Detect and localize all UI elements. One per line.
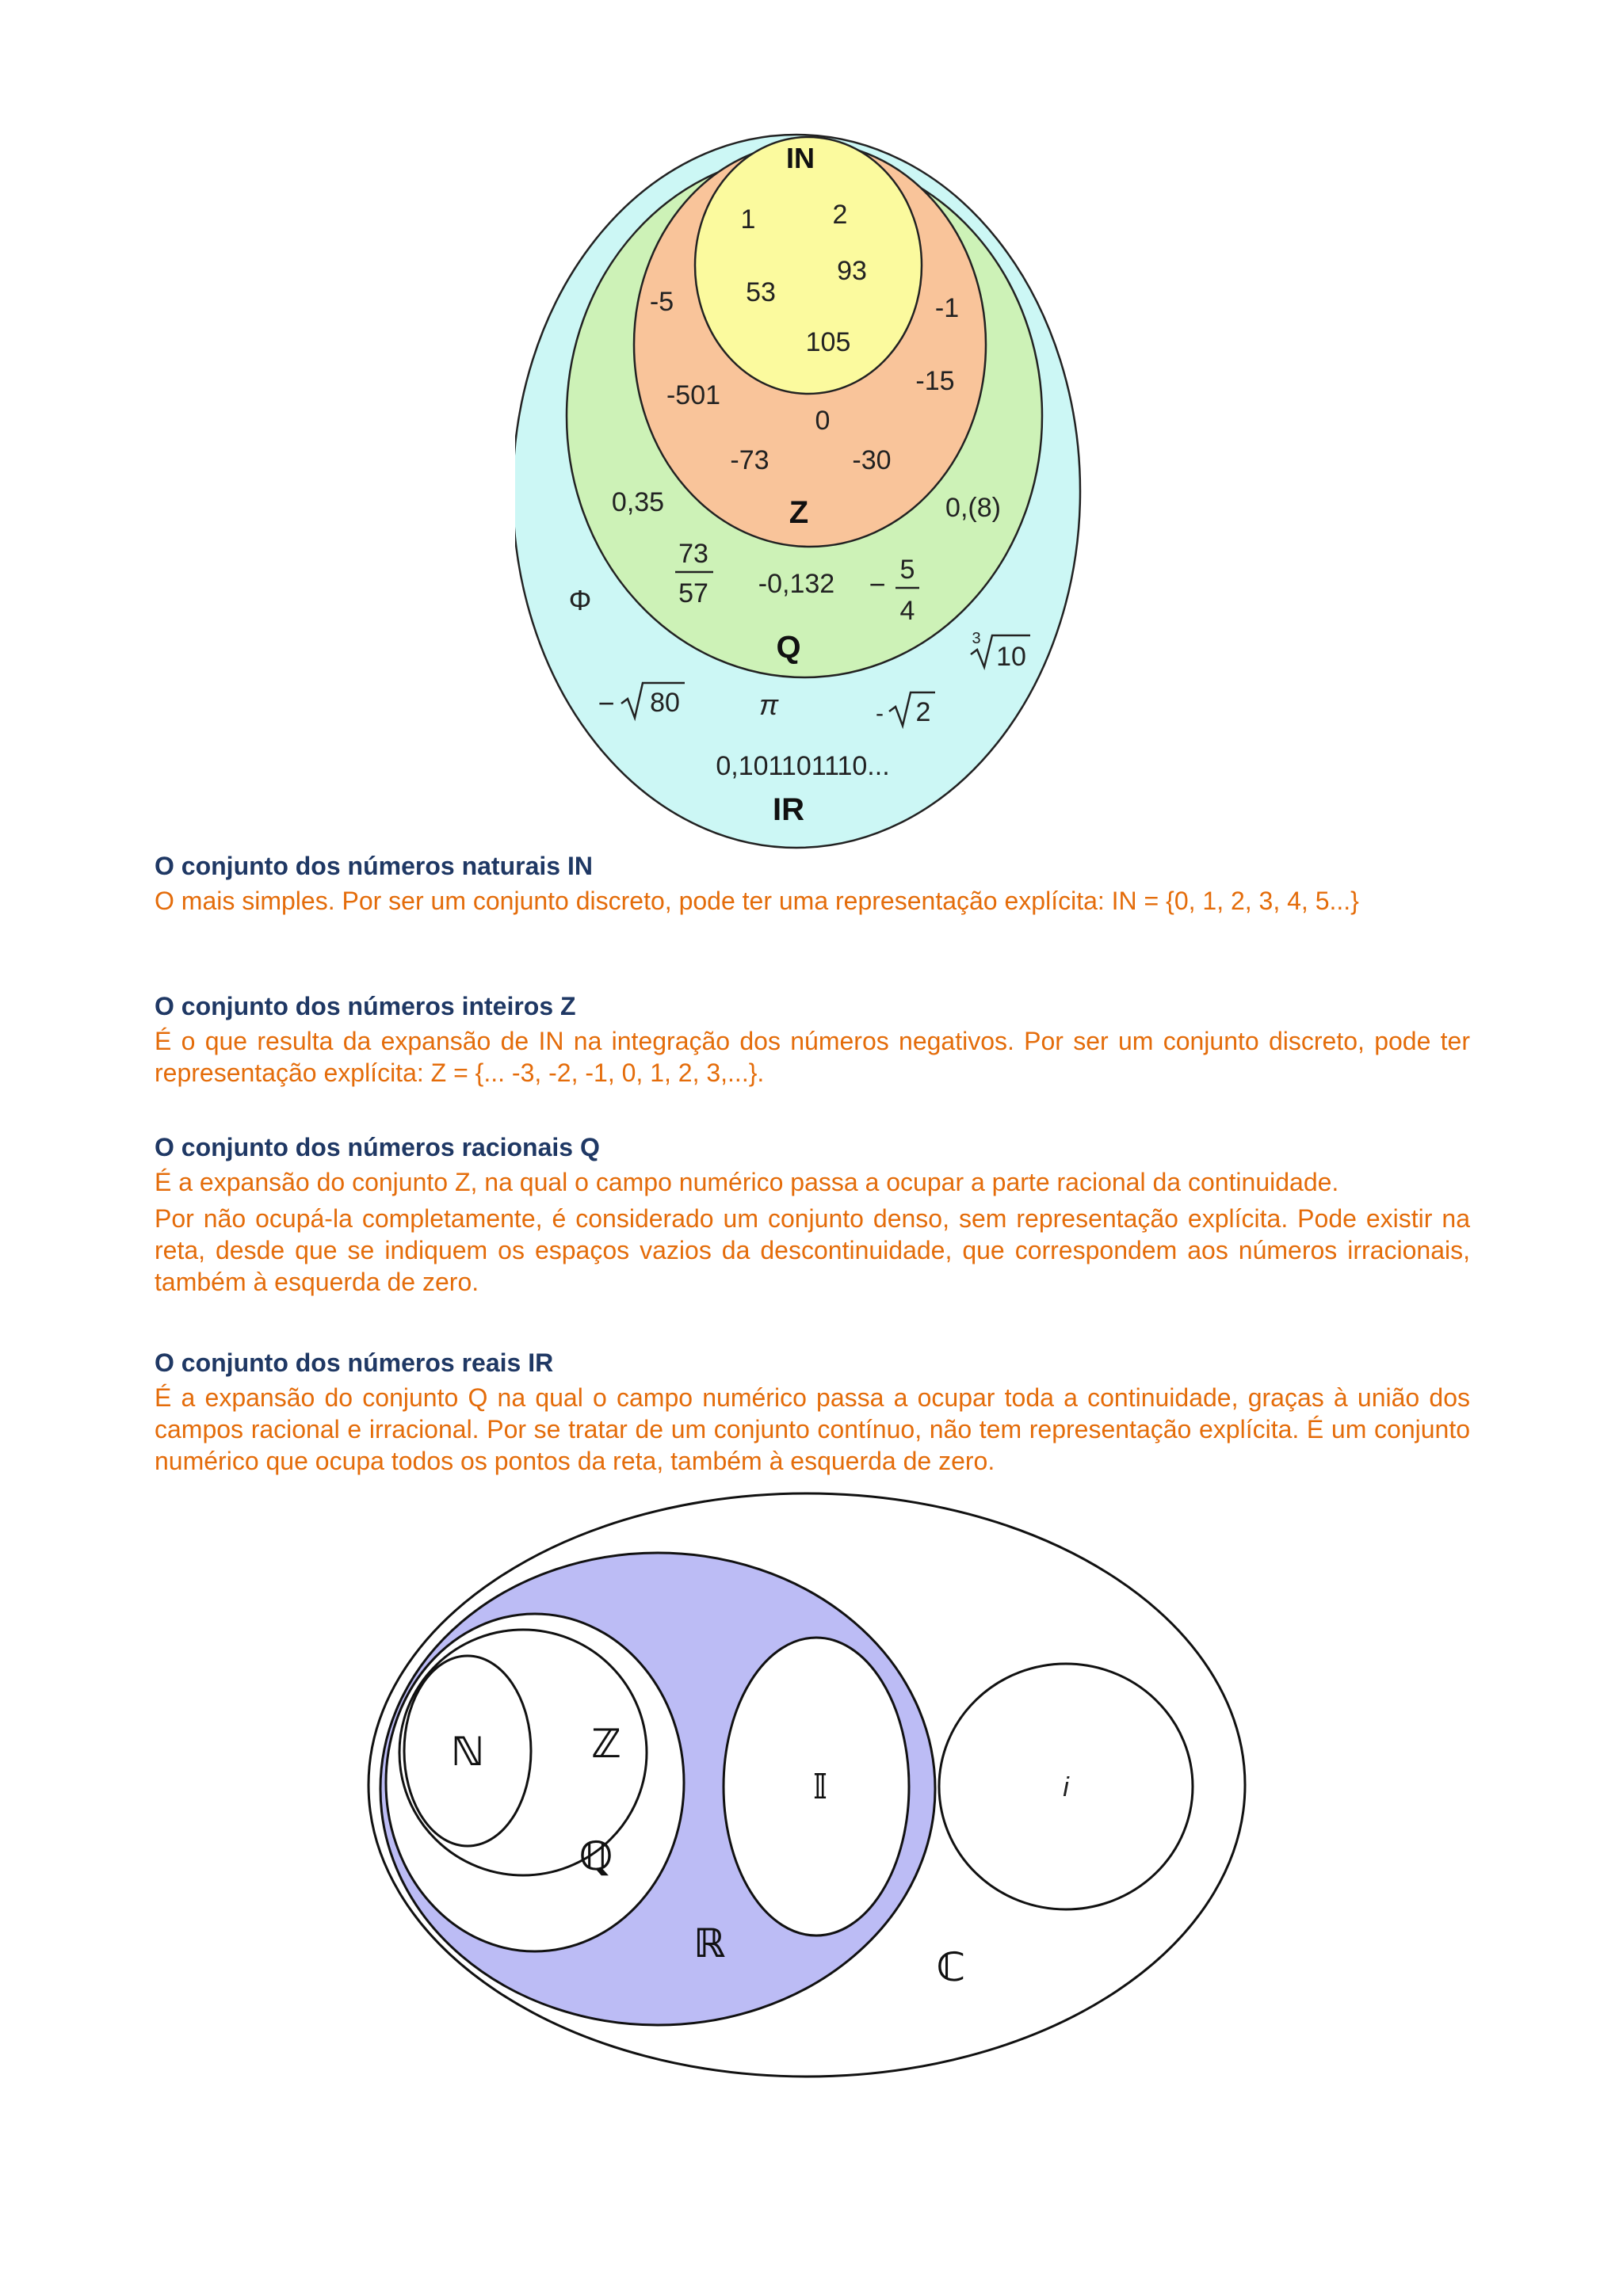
fraction-sign: − — [869, 568, 886, 601]
fraction-denominator: 4 — [899, 596, 915, 626]
set-z-label: ℤ — [591, 1722, 621, 1766]
set-r-label: ℝ — [693, 1921, 726, 1966]
irrational-decimal: 0,101101110... — [716, 751, 890, 781]
fraction-numerator: 73 — [678, 539, 708, 569]
sqrt-radicand: 80 — [650, 688, 680, 718]
section-naturals — [155, 850, 1470, 917]
set-i-label: 𝕀 — [812, 1768, 829, 1806]
fraction-numerator: 5 — [899, 555, 915, 585]
section-rationals — [155, 1131, 1470, 1298]
section-title: O conjunto dos números racionais Q — [155, 1133, 600, 1161]
integer-value: 0 — [815, 406, 831, 436]
section-paragraph: O mais simples. Por ser um conjunto discreto, pode ter uma representação explícita: IN = {0, 1, 2, 3, 4, 5...} — [155, 887, 1359, 915]
section-title: O conjunto dos números naturais IN — [155, 852, 593, 880]
natural-value: 2 — [832, 200, 848, 230]
fraction-denominator: 57 — [678, 578, 708, 608]
rational-value: 0,(8) — [945, 493, 1001, 523]
section-paragraph: É o que resulta da expansão de IN na integração dos números negativos. Por ser um conjunto discreto, pode ter representação explícita: Z = {... -3, -2, -1, 0, 1, 2, 3,...}. — [155, 1027, 1470, 1087]
natural-value: 105 — [805, 327, 851, 357]
section-paragraph: É a expansão do conjunto Z, na qual o campo numérico passa a ocupar a parte racional da continuidade. — [155, 1168, 1339, 1196]
irrational-phi: Φ — [568, 584, 592, 616]
number-sets-diagram — [515, 103, 1117, 856]
section-title: O conjunto dos números reais IR — [155, 1348, 554, 1377]
natural-value: 53 — [746, 277, 776, 307]
set-z-label: Z — [789, 495, 809, 530]
set-q-label: ℚ — [579, 1834, 613, 1878]
section-paragraph: Por não ocupá-la completamente, é considerado um conjunto denso, sem representação explícita. Pode existir na reta, desde que se indiquem os espaços vazios da descontinuidade, que correspondem aos números irracionais, também à esquerda de zero. — [155, 1204, 1470, 1296]
section-paragraph: É a expansão do conjunto Q na qual o campo numérico passa a ocupar toda a continuidade, graças à união dos campos racional e irracional. Por se tratar de um conjunto contínuo, não tem representação explícita. É um conjunto numérico que ocupa todos os pontos da reta, também à esquerda de zero. — [155, 1383, 1470, 1475]
integer-value: -15 — [915, 366, 955, 396]
integer-value: -73 — [730, 445, 769, 475]
set-q-label: Q — [776, 630, 801, 665]
integer-value: -1 — [934, 293, 960, 323]
integer-value: -501 — [666, 380, 721, 410]
minus-sign: - — [876, 700, 884, 727]
integer-value: -30 — [852, 445, 892, 475]
sqrt-radicand: 2 — [915, 697, 931, 727]
minus-sign: − — [598, 687, 615, 719]
set-r-label: IR — [773, 792, 804, 827]
section-title: O conjunto dos números inteiros Z — [155, 992, 576, 1020]
imaginary-unit-label: i — [1063, 1772, 1069, 1802]
irrational-pi: π — [758, 688, 779, 721]
section-reals — [155, 1347, 1470, 1477]
section-integers — [155, 990, 1470, 1089]
natural-value: 1 — [740, 204, 756, 235]
set-n-label: ℕ — [451, 1730, 484, 1774]
cube-root-index: 3 — [972, 630, 981, 647]
cube-root-radicand: 10 — [996, 642, 1026, 672]
natural-value: 93 — [837, 256, 867, 286]
complex-sets-diagram — [365, 1482, 1268, 2107]
set-c-label: ℂ — [936, 1945, 966, 1989]
set-n-label: IN — [786, 142, 815, 174]
rational-value: 0,35 — [611, 487, 665, 517]
integer-value: -5 — [649, 287, 674, 317]
rational-value: -0,132 — [758, 569, 835, 599]
